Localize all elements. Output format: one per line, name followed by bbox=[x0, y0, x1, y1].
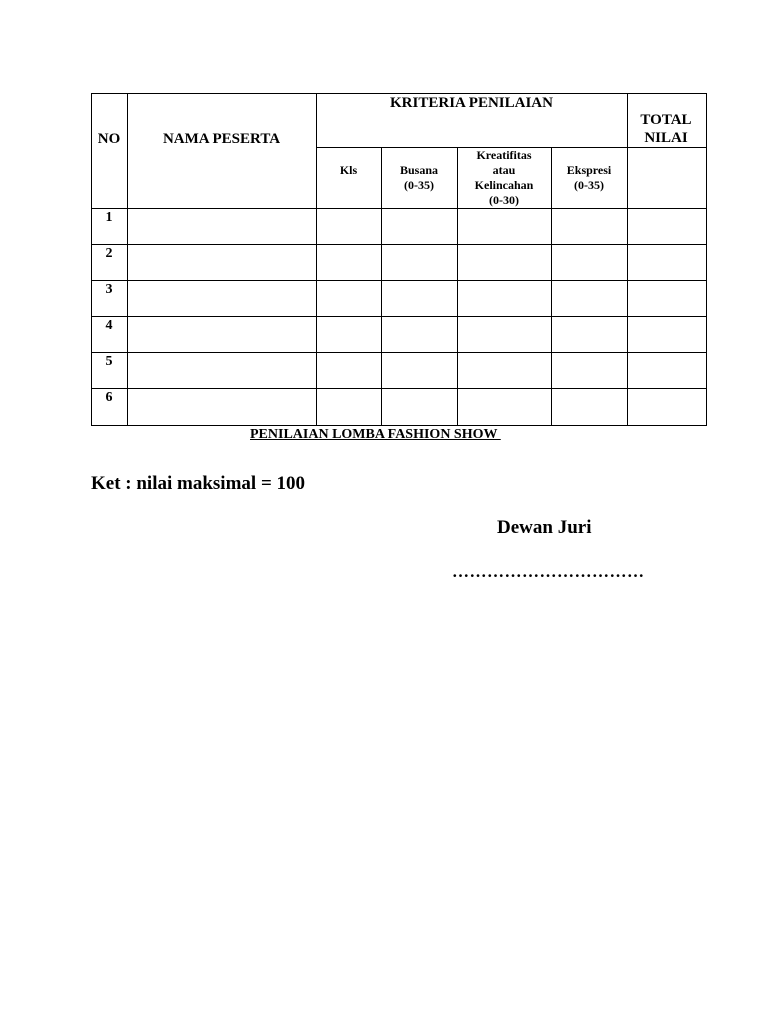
criteria-kreatifitas-label: Kreatifitas atau Kelincahan bbox=[474, 148, 534, 192]
criteria-busana-range: (0-35) bbox=[404, 178, 434, 192]
row-number-4: 4 bbox=[105, 318, 113, 333]
row-divider bbox=[91, 244, 707, 245]
table-caption: PENILAIAN LOMBA FASHION SHOW bbox=[250, 427, 501, 442]
criteria-ekspresi bbox=[551, 163, 627, 193]
row-divider bbox=[91, 388, 707, 389]
criteria-kreatifitas-range: (0-30) bbox=[489, 193, 519, 207]
header-nama-peserta: NAMA PESERTA bbox=[162, 131, 281, 147]
row-number-5: 5 bbox=[105, 354, 113, 369]
criteria-kls-label: Kls bbox=[339, 163, 358, 177]
row-divider bbox=[91, 280, 707, 281]
row-number-2: 2 bbox=[105, 246, 113, 261]
row-divider bbox=[91, 352, 707, 353]
row-divider bbox=[91, 316, 707, 317]
row-number-1: 1 bbox=[105, 210, 113, 225]
header-kriteria-penilaian: KRITERIA PENILAIAN bbox=[390, 95, 553, 111]
criteria-ekspresi-range: (0-35) bbox=[574, 178, 604, 192]
criteria-kreatifitas bbox=[470, 148, 538, 208]
judge-title: Dewan Juri bbox=[497, 517, 592, 538]
row-number-3: 3 bbox=[105, 282, 113, 297]
header-total-nilai: TOTAL NILAI bbox=[640, 112, 692, 146]
criteria-kls bbox=[316, 163, 381, 178]
signature-line: …………………………… bbox=[452, 562, 645, 581]
criteria-busana bbox=[381, 163, 457, 193]
criteria-busana-label: Busana bbox=[399, 163, 439, 177]
col-divider bbox=[316, 93, 317, 426]
table-border-right bbox=[706, 93, 707, 426]
header-no: NO bbox=[97, 131, 121, 147]
col-divider bbox=[457, 147, 458, 426]
header-bottom bbox=[91, 208, 707, 209]
row-number-6: 6 bbox=[105, 390, 113, 405]
col-divider bbox=[627, 93, 628, 426]
criteria-ekspresi-label: Ekspresi bbox=[566, 163, 612, 177]
max-score-note: Ket : nilai maksimal = 100 bbox=[91, 473, 306, 494]
